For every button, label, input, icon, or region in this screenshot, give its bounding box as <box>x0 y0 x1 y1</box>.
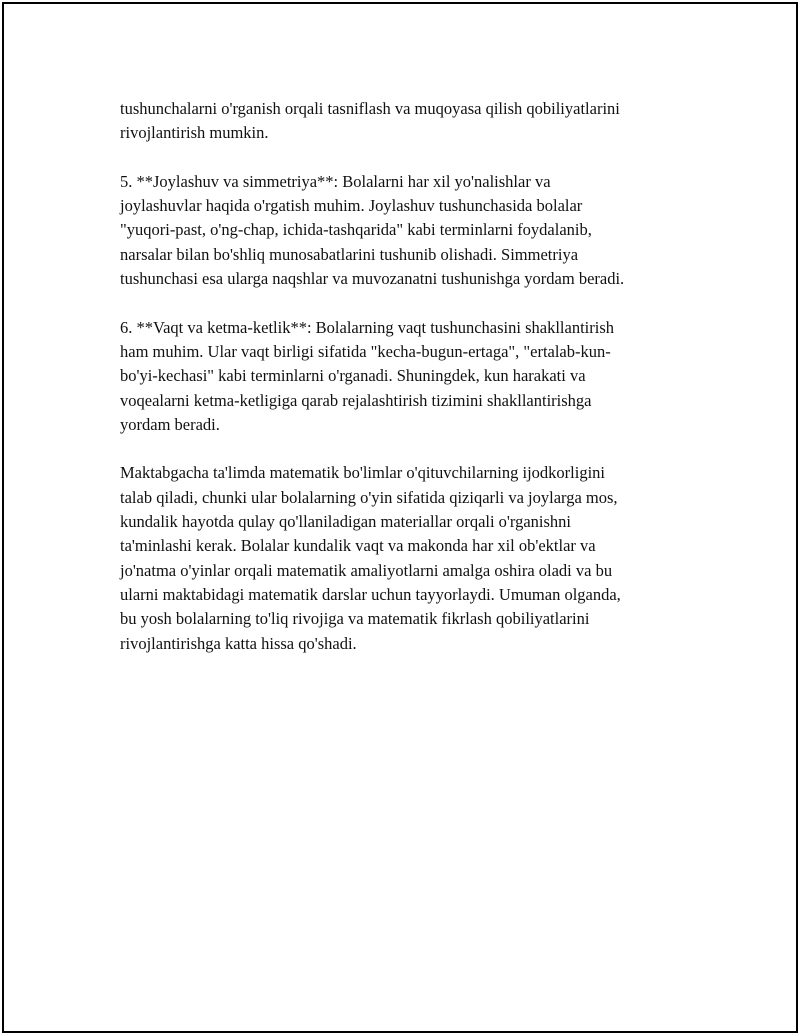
paragraph-intro-continuation <box>120 97 696 146</box>
text-line: jo'natma o'yinlar orqali matematik amaliyotlarni amalga oshira oladi va bu <box>120 560 613 580</box>
text-line: voqealarni ketma-ketligiga qarab rejalashtirish tizimini shakllantirishga <box>120 390 592 410</box>
text-line: bu yosh bolalarning to'liq rivojiga va matematik fikrlash qobiliyatlarini <box>120 609 590 629</box>
text-line: tushunchasi esa ularga naqshlar va muvozanatni tushunishga yordam beradi. <box>120 269 625 289</box>
text-line: narsalar bilan bo'shliq munosabatlarini tushunib olishadi. Simmetriya <box>120 244 579 264</box>
text-line: kundalik hayotda qulay qo'llaniladigan materiallar orqali o'rganishni <box>120 512 572 532</box>
text-line: "yuqori-past, o'ng-chap, ichida-tashqarida" kabi terminlarni foydalanib, <box>120 220 592 240</box>
text-line: 6. **Vaqt va ketma-ketlik**: Bolalarning vaqt tushunchasini shakllantirish <box>120 317 614 337</box>
text-line: tushunchalarni o'rganish orqali tasniflash va muqoyasa qilish qobiliyatlarini <box>120 99 620 118</box>
paragraph-conclusion <box>120 461 696 655</box>
text-line: bo'yi-kechasi" kabi terminlarni o'rganadi. Shuningdek, kun harakati va <box>120 366 586 386</box>
text-line: ta'minlashi kerak. Bolalar kundalik vaqt va makonda har xil ob'ektlar va <box>120 536 596 556</box>
text-line: talab qiladi, chunki ular bolalarning o'yin sifatida qiziqarli va joylarga mos, <box>120 487 618 507</box>
paragraph-location-symmetry <box>120 170 696 291</box>
text-line: rivojlantirish mumkin. <box>120 123 269 143</box>
text-line: 5. **Joylashuv va simmetriya**: Bolalarni har xil yo'nalishlar va <box>120 171 551 191</box>
text-line: ularni maktabidagi matematik darslar uchun tayyorlaydi. Umuman olganda, <box>120 584 621 604</box>
text-line: rivojlantirishga katta hissa qo'shadi. <box>120 633 357 653</box>
text-line: yordam beradi. <box>120 414 220 434</box>
text-line: ham muhim. Ular vaqt birligi sifatida "kecha-bugun-ertaga", "ertalab-kun- <box>120 341 611 361</box>
text-line: Maktabgacha ta'limda matematik bo'limlar o'qituvchilarning ijodkorligini <box>120 463 606 483</box>
text-line: joylashuvlar haqida o'rgatish muhim. Joylashuv tushunchasida bolalar <box>120 196 583 216</box>
document-body <box>120 97 696 680</box>
document-page <box>2 2 798 1033</box>
paragraph-time-sequence <box>120 316 696 437</box>
